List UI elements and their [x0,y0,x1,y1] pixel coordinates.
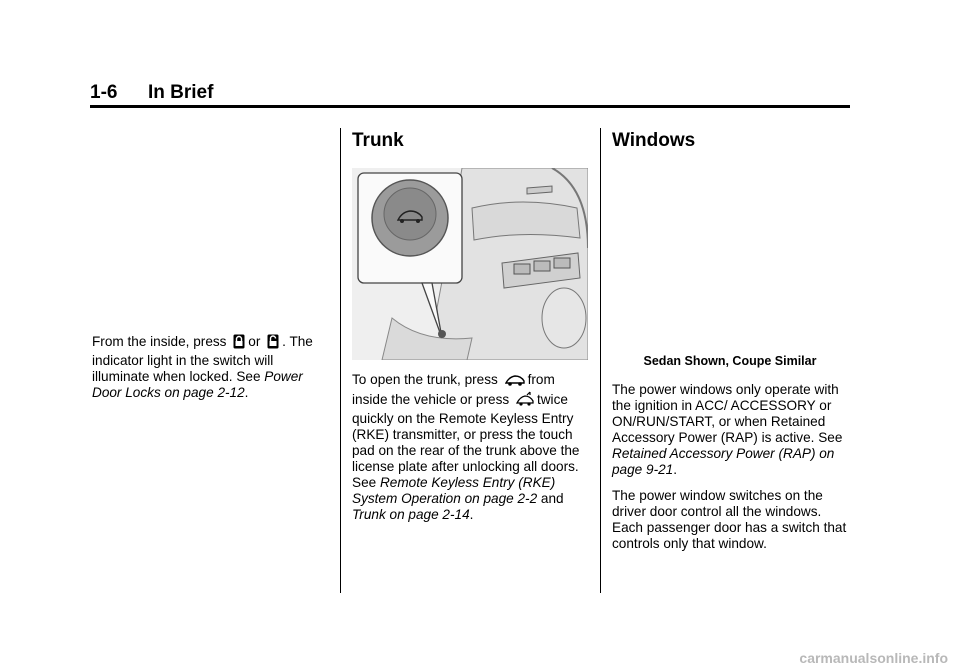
section-title: In Brief [148,82,214,103]
lock-icon [233,334,245,353]
power-door-locks-link[interactable]: Power Door Locks on page 2-12 [92,369,303,400]
page-number: 1-6 [90,82,118,103]
trunk-button-illustration [352,168,588,360]
watermark: carmanualsonline.info [799,650,948,666]
unlock-icon [267,334,279,353]
column-2-body [352,372,590,533]
trunk-release-icon [505,374,525,391]
trunk-page-link[interactable]: Trunk on page 2-14 [352,507,470,522]
rke-trunk-icon [516,391,534,411]
column-divider-1 [340,128,341,593]
window-switches-paragraph: The power window switches on the driver door control all the windows. Each passenger door has a switch that controls only that window. [612,488,847,551]
power-windows-paragraph: The power windows only operate with the ignition in ACC/ ACCESSORY or ON/RUN/START, or when Retained Accessory Power (RAP) is active. See Retained Accessory Power (RAP) on page 9-21. [612,382,843,477]
column-divider-2 [600,128,601,593]
illustration-caption: Sedan Shown, Coupe Similar [643,354,817,368]
trunk-paragraph: To open the trunk, press from inside the vehicle or press twice quickly on the Remote Keyless Entry (RKE) transmitter, or press the touch pad on the rear of the trunk above the license plate after unlocking all doors. See Remote Keyless Entry (RKE) System Operation on page 2-2 and Trunk on page 2-14. [352,372,580,522]
rke-operation-link[interactable]: Remote Keyless Entry (RKE) System Operation on page 2-2 [352,475,556,506]
rap-link[interactable]: Retained Accessory Power (RAP) on page 9-21 [612,446,835,477]
page-header [90,82,850,104]
column-3-body [612,382,850,562]
header-rule [90,105,850,108]
column-1-body [92,334,328,411]
trunk-heading: Trunk [352,130,404,151]
door-lock-paragraph: From the inside, press or . The indicator light in the switch will illuminate when locked. See Power Door Locks on page 2-12. [92,334,313,400]
windows-heading: Windows [612,130,696,151]
